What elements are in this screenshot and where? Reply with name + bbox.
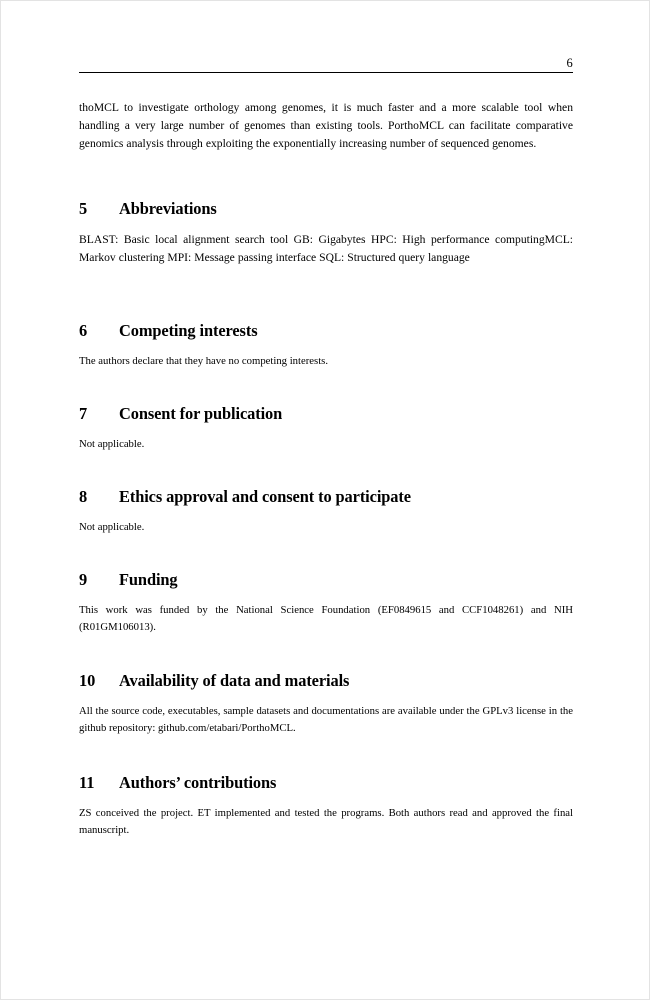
header-rule [79, 72, 573, 73]
section-number: 5 [79, 199, 88, 218]
section-title: Consent for publication [119, 404, 283, 423]
section-title: Availability of data and materials [119, 671, 350, 690]
section-body: The authors declare that they have no competing interests. [79, 355, 328, 367]
section-abbreviations [79, 199, 573, 267]
page-number: 6 [566, 56, 573, 70]
section-number: 9 [79, 570, 88, 589]
section-number: 10 [79, 671, 96, 690]
section-number: 6 [79, 321, 88, 340]
section-body: Not applicable. [79, 521, 145, 533]
section-title: Funding [119, 570, 178, 589]
section-body: This work was funded by the National Science Foundation (EF0849615 and CCF1048261) and NIH (R01GM106013). [79, 604, 573, 634]
section-body: ZS conceived the project. ET implemented and tested the programs. Both authors read and approved the final manuscript. [79, 807, 573, 837]
section-heading [79, 199, 573, 219]
section-title: Competing interests [119, 321, 258, 340]
section-heading [79, 773, 573, 793]
section-availability-of-data [79, 671, 573, 737]
section-body: Not applicable. [79, 438, 145, 450]
intro-paragraph: thoMCL to investigate orthology among genomes, it is much faster and a more scalable tool when handling a very large number of genomes than existing tools. PorthoMCL can facilitate comparative genomics analysis through exploiting the exponentially increasing number of sequenced genomes. [79, 101, 573, 151]
section-funding [79, 570, 573, 636]
section-authors-contributions [79, 773, 573, 839]
section-competing-interests [79, 321, 573, 370]
section-heading [79, 321, 573, 341]
section-heading [79, 404, 573, 424]
section-number: 8 [79, 487, 88, 506]
section-heading [79, 570, 573, 590]
page-header [79, 56, 573, 73]
section-number: 11 [79, 773, 95, 792]
section-consent-for-publication [79, 404, 573, 453]
section-body: BLAST: Basic local alignment search tool GB: Gigabytes HPC: High performance computingMCL: Markov clustering MPI: Message passing interface SQL: Structured query language [79, 233, 573, 265]
section-title: Abbreviations [119, 199, 217, 218]
section-number: 7 [79, 404, 88, 423]
section-heading [79, 671, 573, 691]
intro-paragraph-block [79, 99, 573, 153]
section-title: Authors’ contributions [119, 773, 277, 792]
section-title: Ethics approval and consent to participate [119, 487, 411, 506]
section-ethics-approval [79, 487, 573, 536]
section-body: All the source code, executables, sample datasets and documentations are available under the GPLv3 license in the github repository: github.com/etabari/PorthoMCL. [79, 705, 573, 735]
section-heading [79, 487, 573, 507]
